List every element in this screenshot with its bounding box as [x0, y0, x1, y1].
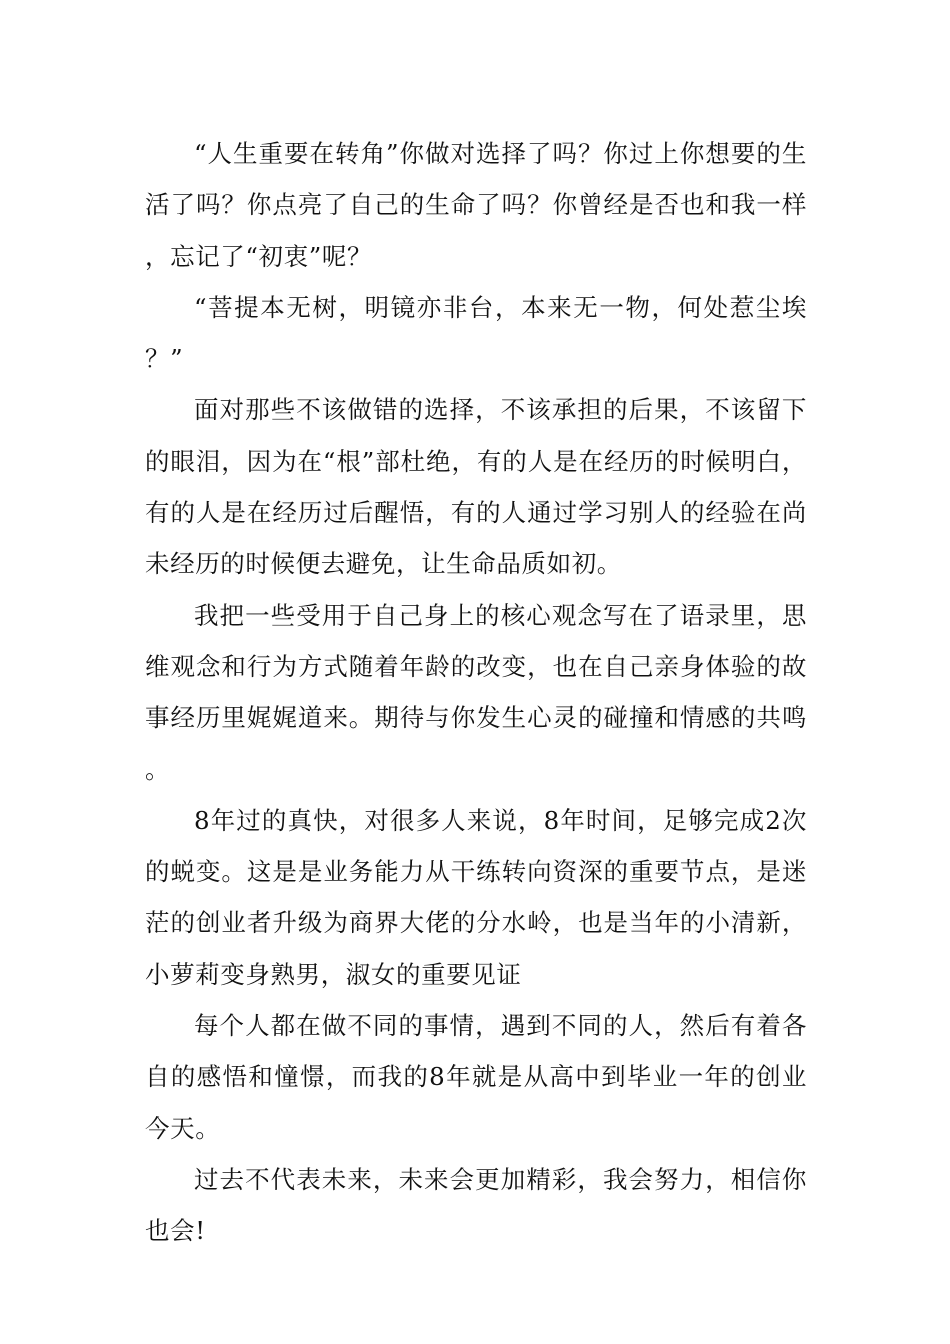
paragraph-2: “菩提本无树，明镜亦非台，本来无一物，何处惹尘埃？” — [145, 292, 807, 374]
paragraph-4: 我把一些受用于自己身上的核心观念写在了语录里，思维观念和行为方式随着年龄的改变，也在自己亲身体验的故事经历里娓娓道来。期待与你发生心灵的碰撞和情感的共鸣。 — [145, 600, 807, 784]
paragraph-5: 8年过的真快，对很多人来说，8年时间，足够完成2次的蜕变。这是是业务能力从干练转向资深的重要节点，是迷茫的创业者升级为商界大佬的分水岭，也是当年的小清新，小萝莉变身熟男，淑女的重要见证 — [145, 805, 807, 989]
paragraph-6: 每个人都在做不同的事情，遇到不同的人，然后有着各自的感悟和憧憬，而我的8年就是从高中到毕业一年的创业今天。 — [145, 1011, 807, 1143]
paragraph-1: “人生重要在转角”你做对选择了吗？你过上你想要的生活了吗？你点亮了自己的生命了吗？你曾经是否也和我一样，忘记了“初衷”呢？ — [145, 139, 807, 271]
paragraph-7: 过去不代表未来，未来会更加精彩，我会努力，相信你也会! — [145, 1164, 807, 1246]
document-body — [145, 128, 807, 1257]
paragraph-3: 面对那些不该做错的选择，不该承担的后果，不该留下的眼泪，因为在“根”部杜绝，有的人是在经历的时候明白，有的人是在经历过后醒悟，有的人通过学习别人的经验在尚未经历的时候便去避免，让生命品质如初。 — [145, 395, 807, 579]
